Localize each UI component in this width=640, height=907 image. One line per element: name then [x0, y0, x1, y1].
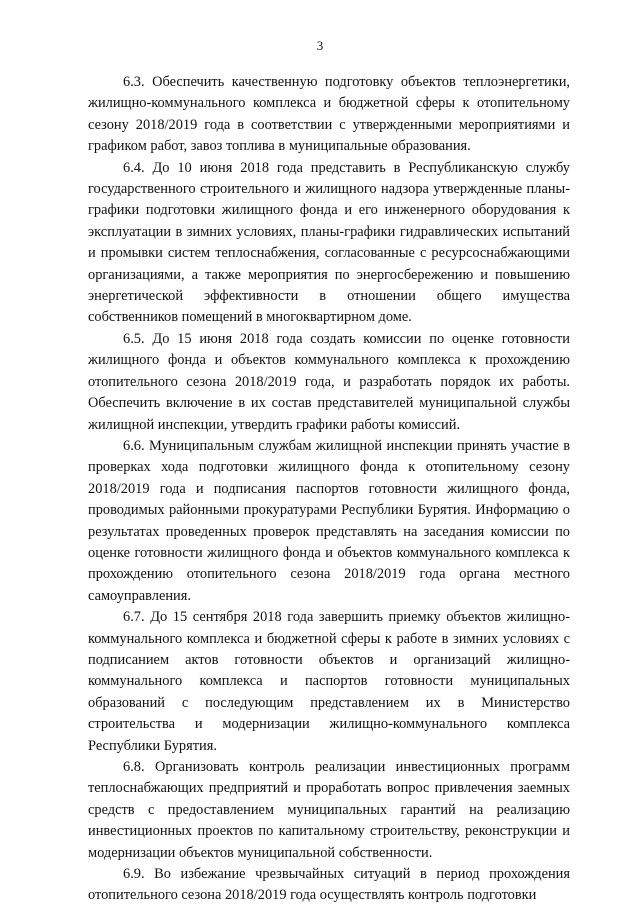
- paragraph-6-6: 6.6. Муниципальным службам жилищной инспекции принять участие в проверках хода подготовки жилищного фонда к отопительному сезону 2018/2019 года и подписания паспортов готовности жилищного фонда, проводимых районными прокуратурами Республики Бурятия. Информацию о результатах проведенных проверок представлять на заседания комиссии по оценке готовности жилищного фонда и объектов коммунального комплекса к прохождению отопительного сезона 2018/2019 года органа местного самоуправления.: [88, 437, 570, 604]
- paragraph-6-9: 6.9. Во избежание чрезвычайных ситуаций в период прохождения отопительного сезона 2018/2019 года осуществлять контроль подготовки: [88, 866, 570, 904]
- paragraph-6-4: 6.4. До 10 июня 2018 года представить в Республиканскую службу государственного строительного и жилищного надзора утвержденные планы-графики подготовки жилищного фонда и его инженерного оборудования к эксплуатации в зимних условиях, планы-графики гидравлических испытаний и промывки систем теплоснабжения, согласованные с ресурсоснабжающими организациями, а также мероприятия по энергосбережению и повышению энергетической эффективности в отношении общего имущества собственников помещений в многоквартирном доме.: [88, 159, 570, 326]
- paragraph-6-5: 6.5. До 15 июня 2018 года создать комиссии по оценке готовности жилищного фонда и объектов коммунального комплекса к прохождению отопительного сезона 2018/2019 года, и разработать порядок их работы. Обеспечить включение в их состав представителей муниципальной службы жилищной инспекции, утвердить графики работы комиссий.: [88, 330, 570, 433]
- document-body: [88, 72, 570, 907]
- paragraph-6-7: 6.7. До 15 сентября 2018 года завершить приемку объектов жилищно-коммунального комплекса и бюджетной сферы к работе в зимних условиях с подписанием актов готовности объектов и организаций жилищно-коммунального комплекса и паспортов готовности муниципальных образований с последующим представлением их в Министерство строительства и модернизации жилищно-коммунального комплекса Республики Бурятия.: [88, 609, 570, 754]
- paragraph-6-3: 6.3. Обеспечить качественную подготовку объектов теплоэнергетики, жилищно-коммунального комплекса и бюджетной сферы к отопительному сезону 2018/2019 года в соответствии с утвержденными мероприятиями и графиком работ, завоз топлива в муниципальные образования.: [88, 74, 570, 155]
- page-number: 3: [316, 38, 324, 53]
- paragraph-6-8: 6.8. Организовать контроль реализации инвестиционных программ теплоснабжающих предприятий и проработать вопрос привлечения заемных средств с предоставлением муниципальных гарантий на реализацию инвестиционных проектов по капитальному строительству, реконструкции и модернизации объектов муниципальной собственности.: [88, 759, 570, 861]
